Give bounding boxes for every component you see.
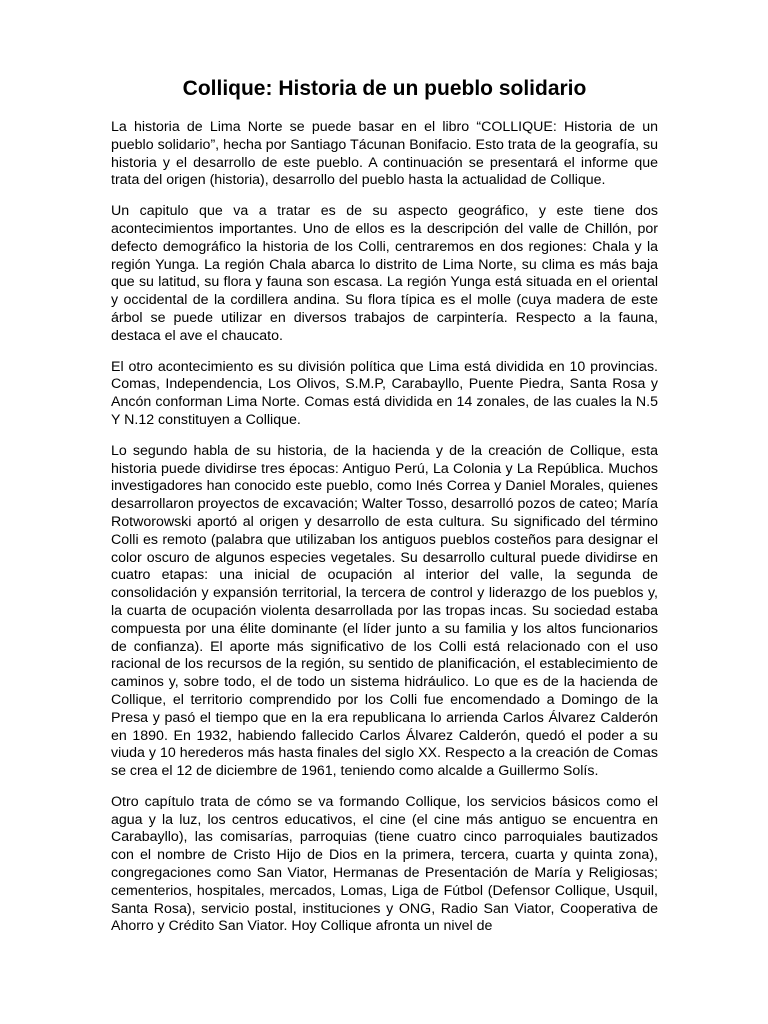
paragraph-formation: Otro capítulo trata de cómo se va formando Collique, los servicios básicos como el agua y la luz, los centros educativos, el cine (el cine más antiguo se encuentra en Carabayllo), las comisarías, parroquias (tiene cuatro cinco parroquiales bautizados con el nombre de Cristo Hijo de Dios en la primera, tercera, cuarta y quinta zona), congregaciones como San Viator, Hermanas de Presentación de María y Religiosas; cementerios, hospitales, mercados, Lomas, Liga de Fútbol (Defensor Collique, Usquil, Santa Rosa), servicio postal, instituciones y ONG, Radio San Viator, Cooperativa de Ahorro y Crédito San Viator. Hoy Collique afronta un nivel de (111, 793, 658, 935)
paragraph-intro: La historia de Lima Norte se puede basar en el libro “COLLIQUE: Historia de un pueblo solidario”, hecha por Santiago Tácunan Bonifacio. Esto trata de la geografía, su historia y el desarrollo de este pueblo. A continuación se presentará el informe que trata del origen (historia), desarrollo del pueblo hasta la actualidad de Collique. (111, 119, 658, 189)
document-page (111, 72, 658, 949)
paragraph-geography: Un capitulo que va a tratar es de su aspecto geográfico, y este tiene dos acontecimientos importantes. Uno de ellos es la descripción del valle de Chillón, por defecto demográfico la historia de los Colli, centraremos en dos regiones: Chala y la región Yunga. La región Chala abarca lo distrito de Lima Norte, su clima es más baja que su latitud, su flora y fauna son escasa. La región Yunga está situada en el oriental y occidental de la cordillera andina. Su flora típica es el molle (cuya madera de este árbol se puede utilizar en diversos trabajos de carpintería. Respecto a la fauna, destaca el ave el chaucato. (111, 203, 658, 344)
paragraph-political-division: El otro acontecimiento es su división política que Lima está dividida en 10 provincias. Comas, Independencia, Los Olivos, S.M.P, Carabayllo, Puente Piedra, Santa Rosa y Ancón conforman Lima Norte. Comas está dividida en 14 zonales, de las cuales la N.5 Y N.12 constituyen a Collique. (111, 358, 658, 428)
paragraph-history: Lo segundo habla de su historia, de la hacienda y de la creación de Collique, esta historia puede dividirse tres épocas: Antiguo Perú, La Colonia y La República. Muchos investigadores han conocido este pueblo, como Inés Correa y Daniel Morales, quienes desarrollaron proyectos de excavación; Walter Tosso, desarrolló pozos de cateo; María Rotworowski aportó al origen y desarrollo de esta cultura. Su significado del término Colli es remoto (palabra que utilizaban los antiguos pueblos costeños para designar el color oscuro de algunos especies vegetales. Su desarrollo cultural puede dividirse en cuatro etapas: una inicial de ocupación al interior del valle, la segunda de consolidación y expansión territorial, la tercera de control y liderazgo de los pueblos y, la cuarta de ocupación violenta desarrollada por las tropas incas. Su sociedad estaba compuesta por una élite dominante (el líder junto a su familia y los altos funcionarios de confianza). El aporte más significativo de los Colli está relacionado con el uso racional de los recursos de la región, su sentido de planificación, el establecimiento de caminos y, sobre todo, el de todo un sistema hidráulico. Lo que es de la hacienda de Collique, el territorio comprendido por los Colli fue encomendado a Domingo de la Presa y pasó el tiempo que en la era republicana lo arrienda Carlos Álvarez Calderón en 1890. En 1932, habiendo fallecido Carlos Álvarez Calderón, quedó el poder a su viuda y 10 herederos más hasta finales del siglo XX. Respecto a la creación de Comas se crea el 12 de diciembre de 1961, teniendo como alcalde a Guillermo Solís. (111, 442, 658, 780)
document-title: Collique: Historia de un pueblo solidario (182, 77, 587, 100)
